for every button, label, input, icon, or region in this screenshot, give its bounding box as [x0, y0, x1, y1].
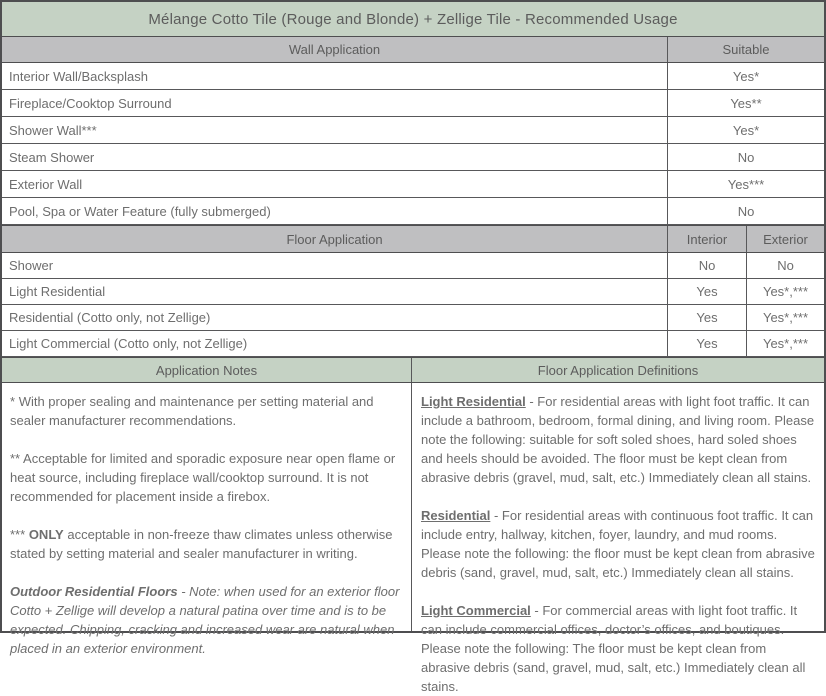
- row-label: Residential (Cotto only, not Zellige): [2, 305, 668, 330]
- table-row: [2, 305, 824, 331]
- notes-definitions-header-row: [2, 357, 824, 383]
- definition-light-commercial: Light Commercial - For commercial areas with light foot traffic. It can include commercial offices, doctor’s offices, and boutiques. Please note the following: The floor must be kept clean from abrasive debris (sand, gravel, mud, salt, etc.) Immediately clean all stains.: [421, 603, 806, 694]
- floor-application-header-row: [2, 225, 824, 253]
- suitable-value: Yes**: [730, 95, 762, 111]
- suitable-value: No: [737, 149, 755, 165]
- definition-residential: Residential - For residential areas with continuous foot traffic. It can include entry, hallway, kitchen, foyer, laundry, and mud rooms. Please note the following: the floor must be kept clean from abrasive debris (sand, gravel, mud, salt, etc.) Immediately clean all stains.: [421, 508, 815, 580]
- table-row: [2, 144, 824, 171]
- wall-application-header-row: [2, 37, 824, 63]
- table-row: [2, 253, 824, 279]
- exterior-value: Yes*,***: [762, 284, 809, 299]
- suitable-value: Yes*: [732, 68, 760, 84]
- exterior-value: Yes*,***: [762, 310, 809, 325]
- row-label: Steam Shower: [2, 144, 668, 170]
- row-label: Interior Wall/Backsplash: [2, 63, 668, 89]
- interior-value: No: [668, 253, 747, 278]
- table-row: [2, 279, 824, 305]
- application-notes-cell: [2, 383, 412, 656]
- table-row: [2, 90, 824, 117]
- table-row: [2, 63, 824, 90]
- interior-value: Yes: [668, 331, 747, 356]
- floor-definitions-cell: [412, 383, 824, 694]
- exterior-value: No: [777, 258, 794, 273]
- definition-light-residential: Light Residential - For residential areas with light foot traffic. It can include a bathroom, bedroom, formal dining, and living room. Please note the following: suitable for soft soled shoes, hard soled shoes and heels should be avoided. The floor must be kept clean from abrasive debris (gravel, mud, salt, etc.) Immediately clean all stains.: [421, 394, 815, 485]
- floor-application-definitions-header: Floor Application Definitions: [537, 362, 699, 378]
- note-heat-exposure: ** Acceptable for limited and sporadic exposure near open flame or heat source, including fireplace wall/cooktop surround. It is not recommended for placement inside a firebox.: [10, 451, 396, 504]
- row-label: Fireplace/Cooktop Surround: [2, 90, 668, 116]
- row-label: Shower Wall***: [2, 117, 668, 143]
- interior-value: Yes: [668, 305, 747, 330]
- note-sealing: * With proper sealing and maintenance per setting material and sealer manufacturer recommendations.: [10, 394, 374, 428]
- suitable-value: Yes*: [732, 122, 760, 138]
- table-row: [2, 171, 824, 198]
- row-label: Exterior Wall: [2, 171, 668, 197]
- table-row: [2, 331, 824, 357]
- note-outdoor-floors: Outdoor Residential Floors - Note: when used for an exterior floor Cotto + Zellige will develop a natural patina over time and is to be expected. Chipping, cracking and increased wear are natural when placed in an exterior environment.: [10, 584, 400, 656]
- floor-application-header: Floor Application: [2, 226, 668, 252]
- interior-column-header: Interior: [668, 226, 747, 252]
- table-row: [2, 198, 824, 225]
- row-label: Shower: [2, 253, 668, 278]
- exterior-column-header: Exterior: [763, 231, 808, 247]
- suitable-value: Yes***: [727, 176, 765, 192]
- notes-and-definitions: [2, 383, 824, 694]
- suitable-value: No: [737, 203, 755, 219]
- table-row: [2, 117, 824, 144]
- row-label: Light Residential: [2, 279, 668, 304]
- row-label: Light Commercial (Cotto only, not Zellige): [2, 331, 668, 356]
- note-freeze-thaw: *** ONLY acceptable in non-freeze thaw climates unless otherwise stated by setting material and sealer manufacturer in writing.: [10, 527, 393, 561]
- row-label: Pool, Spa or Water Feature (fully submerged): [2, 198, 668, 224]
- exterior-value: Yes*,***: [762, 336, 809, 351]
- suitable-column-header: Suitable: [722, 42, 770, 57]
- application-notes-header: Application Notes: [2, 358, 412, 382]
- page-title: Mélange Cotto Tile (Rouge and Blonde) + Zellige Tile - Recommended Usage: [2, 2, 824, 37]
- wall-application-header: Wall Application: [2, 37, 668, 62]
- interior-value: Yes: [668, 279, 747, 304]
